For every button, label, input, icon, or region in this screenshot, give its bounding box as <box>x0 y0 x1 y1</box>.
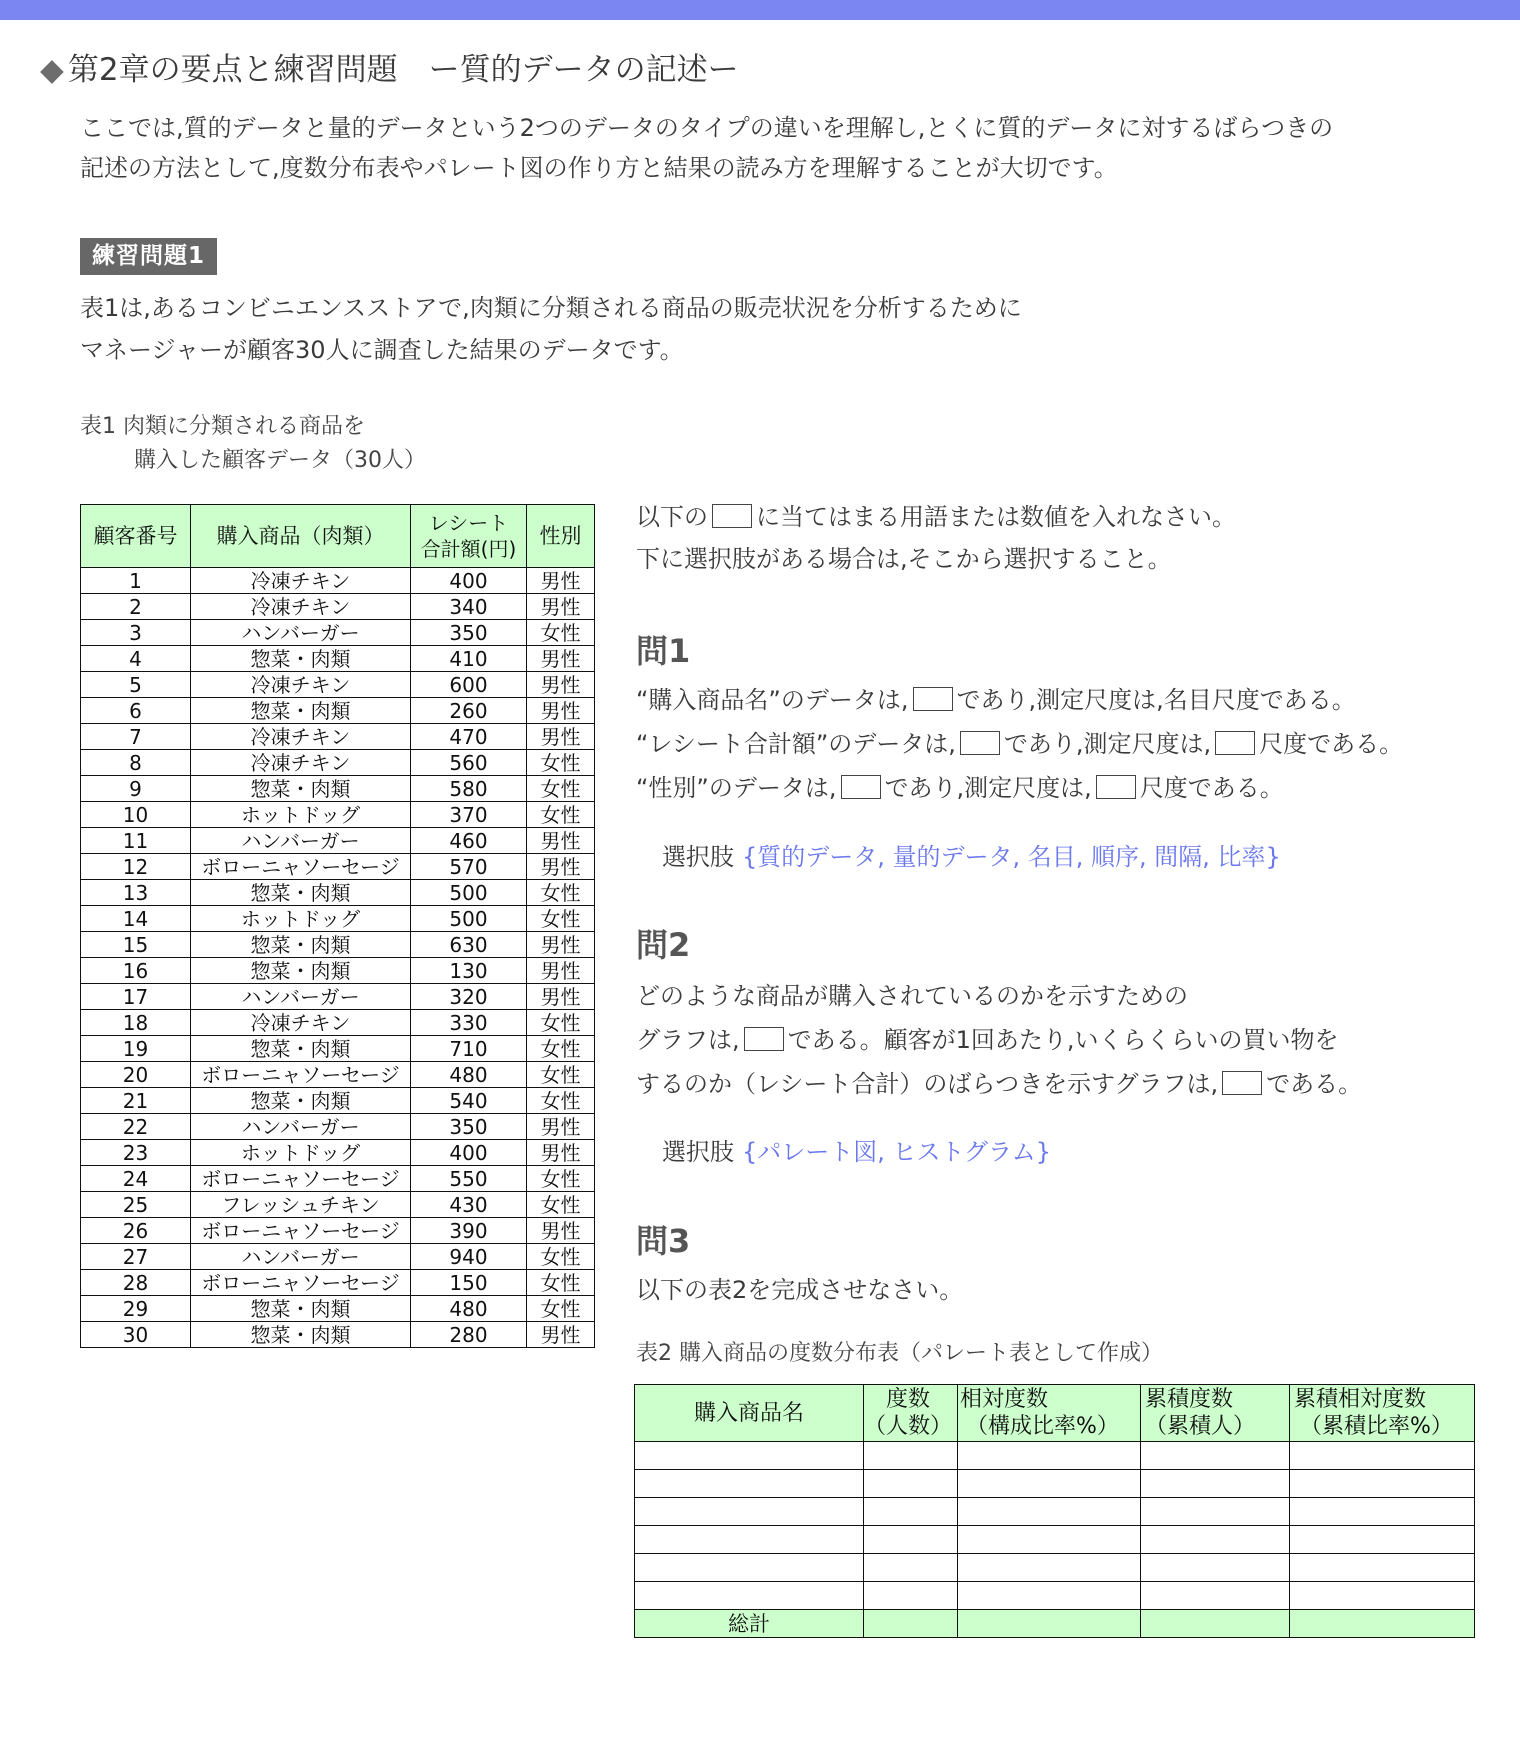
answer-cell[interactable] <box>1141 1582 1290 1610</box>
total-label: 総計 <box>635 1610 864 1638</box>
receipt-total-cell: 400 <box>411 1140 527 1166</box>
table-row <box>81 854 595 880</box>
receipt-total-cell: 630 <box>411 932 527 958</box>
customer-number-cell: 8 <box>81 750 191 776</box>
product-cell: ハンバーガー <box>191 1244 411 1270</box>
receipt-total-cell: 410 <box>411 646 527 672</box>
table-row <box>81 646 595 672</box>
q2-heading: 問2 <box>636 926 691 964</box>
product-cell: ボローニャソーセージ <box>191 1166 411 1192</box>
q1-heading: 問1 <box>636 632 691 670</box>
top-accent-bar <box>0 0 1520 20</box>
answer-blank[interactable] <box>712 504 752 528</box>
receipt-total-cell: 540 <box>411 1088 527 1114</box>
product-cell: ボローニャソーセージ <box>191 1270 411 1296</box>
product-cell: 惣菜・肉類 <box>191 880 411 906</box>
q2-text: どのような商品が購入されているのかを示すための グラフは, である。顧客が1回あたり,いくらくらいの買い物を するのか（レシート合計）のばらつきを示すグラフは, である。 <box>636 982 1363 1098</box>
gender-cell: 男性 <box>527 646 595 672</box>
product-cell: ホットドッグ <box>191 802 411 828</box>
product-cell: 冷凍チキン <box>191 594 411 620</box>
customer-number-cell: 23 <box>81 1140 191 1166</box>
intro-line: 記述の方法として,度数分布表やパレート図の作り方と結果の読み方を理解することが大切です。 <box>80 154 1118 182</box>
total-answer-cell[interactable] <box>1141 1610 1290 1638</box>
receipt-total-cell: 400 <box>411 568 527 594</box>
customer-number-cell: 16 <box>81 958 191 984</box>
header-cumulative-frequency: 累積度数 （累積人） <box>1141 1385 1290 1442</box>
customer-number-cell: 22 <box>81 1114 191 1140</box>
receipt-total-cell: 500 <box>411 880 527 906</box>
receipt-total-cell: 500 <box>411 906 527 932</box>
answer-cell[interactable] <box>864 1526 958 1554</box>
product-cell: ボローニャソーセージ <box>191 1218 411 1244</box>
table-row <box>81 750 595 776</box>
gender-cell: 女性 <box>527 620 595 646</box>
gender-cell: 女性 <box>527 1036 595 1062</box>
answer-blank[interactable] <box>841 775 881 799</box>
table-row <box>81 1114 595 1140</box>
gender-cell: 女性 <box>527 1270 595 1296</box>
exercise-description <box>80 287 1022 371</box>
total-answer-cell[interactable] <box>864 1610 958 1638</box>
table-row <box>81 1062 595 1088</box>
table-row <box>81 828 595 854</box>
header-receipt-total: レシート 合計額(円) <box>411 505 527 568</box>
gender-cell: 男性 <box>527 1140 595 1166</box>
receipt-total-cell: 480 <box>411 1062 527 1088</box>
table-row <box>81 1036 595 1062</box>
answer-cell[interactable] <box>958 1470 1141 1498</box>
answer-cell[interactable] <box>635 1554 864 1582</box>
table-row <box>81 1218 595 1244</box>
receipt-total-cell: 260 <box>411 698 527 724</box>
gender-cell: 女性 <box>527 1296 595 1322</box>
gender-cell: 女性 <box>527 1244 595 1270</box>
answer-cell[interactable] <box>635 1526 864 1554</box>
customer-number-cell: 28 <box>81 1270 191 1296</box>
gender-cell: 男性 <box>527 1322 595 1348</box>
table-row <box>635 1470 1475 1498</box>
q1-choices: 選択肢 {質的データ, 量的データ, 名目, 順序, 間隔, 比率} <box>662 843 1281 871</box>
customer-number-cell: 14 <box>81 906 191 932</box>
header-gender: 性別 <box>527 505 595 568</box>
customer-number-cell: 4 <box>81 646 191 672</box>
product-cell: ホットドッグ <box>191 906 411 932</box>
gender-cell: 男性 <box>527 984 595 1010</box>
answer-cell[interactable] <box>635 1470 864 1498</box>
table-row <box>635 1442 1475 1470</box>
q3-text: 以下の表2を完成させなさい。 <box>636 1276 964 1304</box>
gender-cell: 女性 <box>527 750 595 776</box>
answer-cell[interactable] <box>958 1526 1141 1554</box>
answer-cell[interactable] <box>864 1470 958 1498</box>
intro-text <box>80 108 1500 188</box>
table-row <box>81 958 595 984</box>
product-cell: 惣菜・肉類 <box>191 958 411 984</box>
table-row <box>635 1582 1475 1610</box>
product-cell: ボローニャソーセージ <box>191 1062 411 1088</box>
gender-cell: 男性 <box>527 1218 595 1244</box>
product-cell: フレッシュチキン <box>191 1192 411 1218</box>
answer-cell[interactable] <box>1141 1526 1290 1554</box>
answer-blank[interactable] <box>960 731 1000 755</box>
receipt-total-cell: 320 <box>411 984 527 1010</box>
product-cell: 冷凍チキン <box>191 750 411 776</box>
receipt-total-cell: 570 <box>411 854 527 880</box>
gender-cell: 男性 <box>527 568 595 594</box>
gender-cell: 男性 <box>527 594 595 620</box>
product-cell: 惣菜・肉類 <box>191 698 411 724</box>
answer-cell[interactable] <box>1290 1554 1475 1582</box>
table-row <box>81 1296 595 1322</box>
answer-cell[interactable] <box>1141 1554 1290 1582</box>
customer-number-cell: 11 <box>81 828 191 854</box>
description-line: 表1は,あるコンビニエンスストアで,肉類に分類される商品の販売状況を分析するために <box>80 294 1022 322</box>
product-cell: ホットドッグ <box>191 1140 411 1166</box>
gender-cell: 女性 <box>527 776 595 802</box>
answer-cell[interactable] <box>958 1498 1141 1526</box>
receipt-total-cell: 390 <box>411 1218 527 1244</box>
receipt-total-cell: 150 <box>411 1270 527 1296</box>
receipt-total-cell: 580 <box>411 776 527 802</box>
receipt-total-cell: 350 <box>411 620 527 646</box>
gender-cell: 男性 <box>527 698 595 724</box>
table2-caption: 表2 購入商品の度数分布表（パレート表として作成） <box>636 1341 1163 1366</box>
gender-cell: 女性 <box>527 906 595 932</box>
product-cell: 惣菜・肉類 <box>191 1322 411 1348</box>
receipt-total-cell: 370 <box>411 802 527 828</box>
customer-number-cell: 29 <box>81 1296 191 1322</box>
q2-choices: 選択肢 {パレート図, ヒストグラム} <box>662 1138 1052 1166</box>
q1-text: “購入商品名”のデータは, であり,測定尺度は,名目尺度である。 “レシート合計額”のデータは, であり,測定尺度は, 尺度である。 “性別”のデータは, であり,測定尺度は, 尺度である。 <box>636 686 1404 802</box>
customer-number-cell: 5 <box>81 672 191 698</box>
product-cell: ハンバーガー <box>191 1114 411 1140</box>
answer-cell[interactable] <box>864 1442 958 1470</box>
customer-number-cell: 27 <box>81 1244 191 1270</box>
receipt-total-cell: 470 <box>411 724 527 750</box>
exercise-badge: 練習問題1 <box>80 238 217 275</box>
page-title: ◆ 第2章の要点と練習問題 ー質的データの記述ー <box>40 52 739 88</box>
product-cell: 惣菜・肉類 <box>191 776 411 802</box>
answer-cell[interactable] <box>1290 1470 1475 1498</box>
table-row <box>81 1192 595 1218</box>
gender-cell: 女性 <box>527 1166 595 1192</box>
receipt-total-cell: 350 <box>411 1114 527 1140</box>
receipt-total-cell: 280 <box>411 1322 527 1348</box>
customer-number-cell: 7 <box>81 724 191 750</box>
customer-number-cell: 1 <box>81 568 191 594</box>
table-row <box>81 1010 595 1036</box>
customer-number-cell: 18 <box>81 1010 191 1036</box>
answer-blank[interactable] <box>913 687 953 711</box>
table-row <box>81 620 595 646</box>
answer-blank[interactable] <box>1215 731 1255 755</box>
answer-cell[interactable] <box>1290 1526 1475 1554</box>
table-row <box>635 1498 1475 1526</box>
total-answer-cell[interactable] <box>1290 1610 1475 1638</box>
intro-line: ここでは,質的データと量的データという2つのデータのタイプの違いを理解し,とくに質的データに対するばらつきの <box>80 114 1334 142</box>
receipt-total-cell: 560 <box>411 750 527 776</box>
gender-cell: 男性 <box>527 672 595 698</box>
answer-blank[interactable] <box>1096 775 1136 799</box>
product-cell: 冷凍チキン <box>191 568 411 594</box>
header-customer-number: 顧客番号 <box>81 505 191 568</box>
answer-cell[interactable] <box>958 1442 1141 1470</box>
table-row <box>81 1270 595 1296</box>
product-cell: 冷凍チキン <box>191 672 411 698</box>
receipt-total-cell: 460 <box>411 828 527 854</box>
answer-cell[interactable] <box>1290 1582 1475 1610</box>
choice-options: {質的データ, 量的データ, 名目, 順序, 間隔, 比率} <box>742 843 1281 871</box>
customer-data-table <box>80 504 595 1348</box>
table-row <box>81 1140 595 1166</box>
header-cumulative-relative-frequency: 累積相対度数 （累積比率%） <box>1290 1385 1475 1442</box>
receipt-total-cell: 710 <box>411 1036 527 1062</box>
product-cell: ハンバーガー <box>191 828 411 854</box>
gender-cell: 男性 <box>527 828 595 854</box>
header-product: 購入商品（肉類） <box>191 505 411 568</box>
answer-cell[interactable] <box>864 1554 958 1582</box>
receipt-total-cell: 480 <box>411 1296 527 1322</box>
product-cell: ボローニャソーセージ <box>191 854 411 880</box>
table-row <box>81 568 595 594</box>
answer-cell[interactable] <box>1290 1498 1475 1526</box>
total-answer-cell[interactable] <box>958 1610 1141 1638</box>
table-row <box>81 776 595 802</box>
answer-blank[interactable] <box>744 1027 784 1051</box>
customer-number-cell: 9 <box>81 776 191 802</box>
answer-cell[interactable] <box>635 1442 864 1470</box>
header-relative-frequency: 相対度数 （構成比率%） <box>958 1385 1141 1442</box>
customer-number-cell: 15 <box>81 932 191 958</box>
gender-cell: 男性 <box>527 1114 595 1140</box>
table-row <box>81 1244 595 1270</box>
gender-cell: 女性 <box>527 1010 595 1036</box>
product-cell: 惣菜・肉類 <box>191 1088 411 1114</box>
customer-number-cell: 26 <box>81 1218 191 1244</box>
gender-cell: 男性 <box>527 854 595 880</box>
table-header-row <box>81 505 595 568</box>
customer-number-cell: 19 <box>81 1036 191 1062</box>
gender-cell: 女性 <box>527 880 595 906</box>
table-row <box>81 906 595 932</box>
table-row <box>81 1166 595 1192</box>
gender-cell: 男性 <box>527 958 595 984</box>
product-cell: 惣菜・肉類 <box>191 1036 411 1062</box>
product-cell: 惣菜・肉類 <box>191 1296 411 1322</box>
answer-cell[interactable] <box>635 1582 864 1610</box>
table-row <box>81 1322 595 1348</box>
receipt-total-cell: 340 <box>411 594 527 620</box>
table-row <box>81 802 595 828</box>
product-cell: 冷凍チキン <box>191 724 411 750</box>
answer-cell[interactable] <box>958 1582 1141 1610</box>
receipt-total-cell: 430 <box>411 1192 527 1218</box>
instructions: 以下の に当てはまる用語または数値を入れなさい。 下に選択肢がある場合は,そこから選択すること。 <box>636 503 1236 573</box>
gender-cell: 男性 <box>527 932 595 958</box>
table-row <box>81 932 595 958</box>
gender-cell: 男性 <box>527 724 595 750</box>
table-row <box>81 1088 595 1114</box>
diamond-bullet-icon: ◆ <box>40 52 64 88</box>
customer-number-cell: 30 <box>81 1322 191 1348</box>
product-cell: 惣菜・肉類 <box>191 646 411 672</box>
table-row <box>81 672 595 698</box>
table-row <box>635 1526 1475 1554</box>
answer-cell[interactable] <box>635 1498 864 1526</box>
answer-cell[interactable] <box>864 1498 958 1526</box>
answer-cell[interactable] <box>1141 1470 1290 1498</box>
receipt-total-cell: 330 <box>411 1010 527 1036</box>
customer-number-cell: 10 <box>81 802 191 828</box>
description-line: マネージャーが顧客30人に調査した結果のデータです。 <box>80 336 684 364</box>
gender-cell: 女性 <box>527 1088 595 1114</box>
total-row <box>635 1610 1475 1638</box>
choice-options: {パレート図, ヒストグラム} <box>742 1138 1052 1166</box>
table-row <box>81 698 595 724</box>
customer-number-cell: 17 <box>81 984 191 1010</box>
answer-cell[interactable] <box>1290 1442 1475 1470</box>
customer-number-cell: 25 <box>81 1192 191 1218</box>
customer-number-cell: 24 <box>81 1166 191 1192</box>
customer-number-cell: 21 <box>81 1088 191 1114</box>
customer-number-cell: 6 <box>81 698 191 724</box>
answer-cell[interactable] <box>1141 1498 1290 1526</box>
gender-cell: 女性 <box>527 1192 595 1218</box>
gender-cell: 女性 <box>527 1062 595 1088</box>
table-header-row <box>635 1385 1475 1442</box>
receipt-total-cell: 550 <box>411 1166 527 1192</box>
table-row <box>81 594 595 620</box>
product-cell: 惣菜・肉類 <box>191 932 411 958</box>
table-row <box>81 984 595 1010</box>
gender-cell: 女性 <box>527 802 595 828</box>
product-cell: 冷凍チキン <box>191 1010 411 1036</box>
customer-number-cell: 2 <box>81 594 191 620</box>
table-row <box>635 1554 1475 1582</box>
answer-cell[interactable] <box>958 1554 1141 1582</box>
product-cell: ハンバーガー <box>191 984 411 1010</box>
receipt-total-cell: 130 <box>411 958 527 984</box>
header-product-name: 購入商品名 <box>635 1385 864 1442</box>
customer-number-cell: 13 <box>81 880 191 906</box>
answer-blank[interactable] <box>1222 1071 1262 1095</box>
table-row <box>81 724 595 750</box>
header-frequency: 度数 （人数） <box>864 1385 958 1442</box>
q3-heading: 問3 <box>636 1222 691 1260</box>
answer-cell[interactable] <box>864 1582 958 1610</box>
customer-number-cell: 20 <box>81 1062 191 1088</box>
frequency-table <box>634 1384 1475 1638</box>
table-row <box>81 880 595 906</box>
answer-cell[interactable] <box>1141 1442 1290 1470</box>
customer-number-cell: 12 <box>81 854 191 880</box>
receipt-total-cell: 940 <box>411 1244 527 1270</box>
product-cell: ハンバーガー <box>191 620 411 646</box>
receipt-total-cell: 600 <box>411 672 527 698</box>
customer-number-cell: 3 <box>81 620 191 646</box>
table1-caption: 表1 肉類に分類される商品を 購入した顧客データ（30人） <box>80 414 426 473</box>
